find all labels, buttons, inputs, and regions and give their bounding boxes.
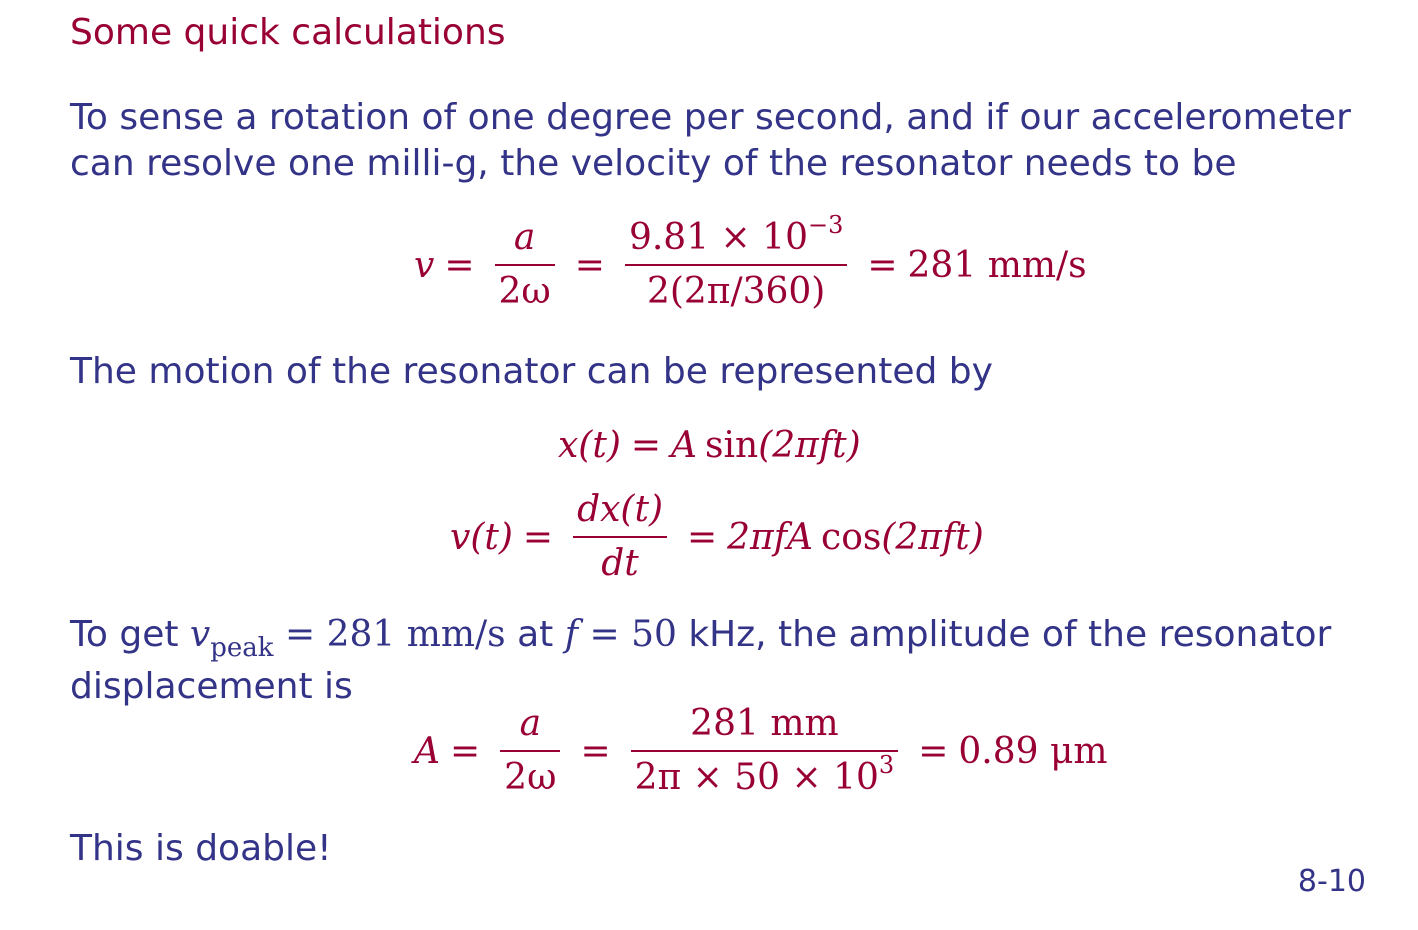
page-number: 8-10 [1297,864,1366,899]
eq1-equals-2: = [574,244,605,286]
amplitude-paragraph [70,612,1331,710]
eq4-frac2-numerator: 281 mm [690,703,839,744]
eq2-function: sin [705,425,759,466]
eq1-frac2-exponent: −3 [807,211,844,239]
velocity-equation [414,211,1087,312]
eq3-function: cos [821,516,882,558]
eq3-lhs: v(t) [450,516,513,558]
slide-title: Some quick calculations [70,12,506,53]
conclusion-paragraph: This is doable! [70,828,332,869]
amplitude-line-2: displacement is [70,666,353,707]
eq4-frac1-numerator: a [519,703,542,744]
eq4-frac1-denominator: 2ω [504,757,557,798]
eq4-result: 0.89 μm [958,730,1108,772]
f-value: = 50 [578,614,677,655]
eq1-fraction-2 [625,211,847,312]
amp-middle: at [505,614,565,655]
intro-paragraph [70,95,1351,187]
eq2-coefficient: A [671,425,698,466]
eq3-equals-1: = [522,516,554,558]
eq4-equals-2: = [580,730,611,772]
v-peak-subscript: peak [210,633,274,663]
eq4-frac2-exponent: 3 [878,751,895,779]
intro-line-2: can resolve one milli-g, the velocity of the resonator needs to be [70,143,1237,184]
eq4-equals-1: = [450,730,481,772]
amp-prefix: To get [70,614,190,655]
eq1-frac2-num-text: 9.81 × 10 [628,217,808,258]
amplitude-equation [414,704,1108,798]
amplitude-line-1 [70,612,1332,663]
eq4-frac2-den-text: 2π × 50 × 10 [634,757,879,798]
eq2-argument: (2πft) [758,425,861,466]
eq1-frac1-denominator: 2ω [498,271,551,312]
eq1-lhs: v [414,244,435,286]
f-symbol: f [564,614,579,655]
eq1-result: 281 mm/s [907,244,1087,286]
eq3-fraction [573,490,667,584]
eq2-equals: = [630,425,662,466]
v-peak-value: = 281 mm/s [273,614,506,655]
velocity-derivative-equation [450,490,984,584]
eq4-frac2-denominator [631,752,899,798]
displacement-equation [558,425,861,466]
eq1-frac1-numerator: a [513,217,536,258]
eq3-equals-2: = [686,516,718,558]
eq4-equals-3: = [918,730,949,772]
eq3-frac-numerator: dx(t) [577,489,663,530]
eq1-equals-1: = [444,244,475,286]
intro-line-1: To sense a rotation of one degree per second, and if our accelerometer [70,97,1351,138]
eq2-lhs: x(t) [558,425,621,466]
v-peak-symbol: v [189,614,211,655]
eq1-frac2-denominator: 2(2π/360) [646,271,826,312]
eq1-fraction-1 [495,218,555,312]
eq4-fraction-2 [631,704,899,798]
motion-paragraph: The motion of the resonator can be represented by [70,351,993,392]
eq4-lhs: A [414,730,440,772]
eq3-argument: (2πft) [881,516,984,558]
eq3-frac-denominator: dt [601,543,639,584]
eq3-coefficient: 2πfA [727,516,814,558]
amp-suffix: kHz, the amplitude of the resonator [676,614,1332,655]
eq4-fraction-1 [500,704,560,798]
eq1-equals-3: = [867,244,898,286]
eq1-frac2-numerator [625,211,847,264]
